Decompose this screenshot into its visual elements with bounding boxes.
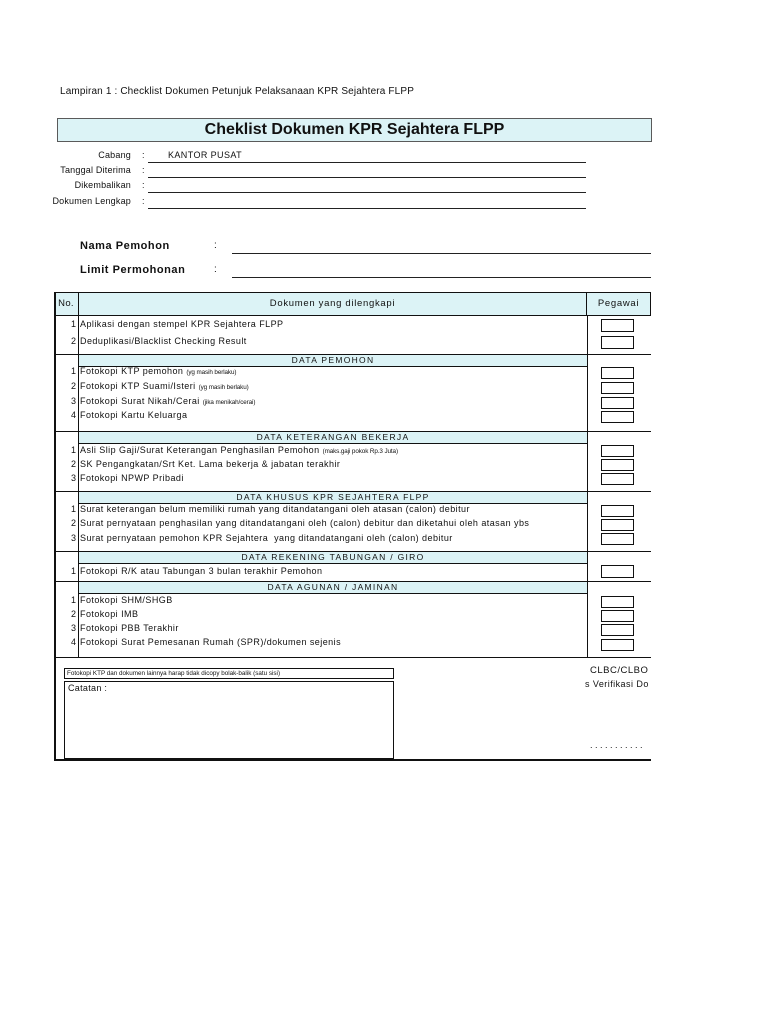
officer-checkbox[interactable] [601,336,634,349]
field-colon: : [142,165,145,175]
checklist-item [54,409,587,421]
item-number: 2 [70,381,76,391]
checklist-item [54,318,587,330]
item-text: Asli Slip Gaji/Surat Keterangan Penghasilan Pemohon [80,445,320,455]
signer-role: CLBC/CLBO [590,665,649,676]
column-divider [587,316,588,657]
field-line-dikembalikan[interactable] [148,192,586,193]
item-text: Fotokopi Kartu Keluarga [80,410,188,420]
item-text: Fotokopi NPWP Pribadi [80,473,184,483]
applicant-label-limit: Limit Permohonan [80,264,186,276]
officer-checkbox[interactable] [601,519,634,531]
checklist-item [54,594,587,606]
officer-checkbox[interactable] [601,445,634,457]
signer-caption: s Verifikasi Do [585,679,649,689]
officer-checkbox[interactable] [601,639,634,651]
item-number: 1 [70,366,76,376]
checklist-item [54,517,587,529]
item-text: Fotokopi PBB Terakhir [80,623,179,633]
table-left-border [54,292,56,761]
checklist-table-header [54,292,651,316]
field-colon: : [142,150,145,160]
field-colon: : [142,196,145,206]
applicant-line-nama[interactable] [232,253,651,254]
item-note: (yg masih berlaku) [186,369,237,376]
checklist-item [54,380,587,392]
item-number: 1 [70,566,76,576]
item-text: Fotokopi SHM/SHGB [80,595,173,605]
item-number: 1 [70,445,76,455]
field-colon: : [142,180,145,190]
item-text: SK Pengangkatan/Srt Ket. Lama bekerja & jabatan terakhir [80,459,341,469]
item-number: 1 [70,595,76,605]
officer-checkbox[interactable] [601,596,634,608]
notes-box[interactable] [64,681,394,759]
checklist-item [54,636,587,648]
officer-checkbox[interactable] [601,505,634,517]
item-number: 1 [70,504,76,514]
checklist-item [54,335,587,347]
field-label-cabang: Cabang [98,150,131,160]
field-label-dokumen-lengkap: Dokumen Lengkap [52,196,131,206]
item-number: 2 [70,336,76,346]
section-heading-agunan: DATA AGUNAN / JAMINAN [78,581,588,594]
item-text: Fotokopi IMB [80,609,139,619]
item-note: (yg masih berlaku) [198,384,249,391]
checklist-item [54,622,587,634]
attachment-note: Lampiran 1 : Checklist Dokumen Petunjuk Pelaksanaan KPR Sejahtera FLPP [60,86,415,97]
item-number: 1 [70,319,76,329]
item-number: 2 [70,609,76,619]
table-bottom-border [54,759,651,761]
checklist-item [54,395,587,407]
checklist-item [54,532,587,544]
item-text: Aplikasi dengan stempel KPR Sejahtera FLPP [80,319,284,329]
section-heading-data-khusus: DATA KHUSUS KPR SEJAHTERA FLPP [78,491,588,504]
item-number: 3 [70,623,76,633]
checklist-item [54,503,587,515]
notes-label: Catatan : [68,683,108,693]
officer-checkbox[interactable] [601,319,634,332]
officer-checkbox[interactable] [601,459,634,471]
applicant-colon: : [214,264,217,275]
checklist-item [54,365,587,377]
field-label-dikembalikan: Dikembalikan [74,180,131,190]
column-header-officer: Pegawai [597,298,640,309]
field-line-dokumen-lengkap[interactable] [148,208,586,209]
officer-checkbox[interactable] [601,473,634,485]
officer-checkbox[interactable] [601,397,634,409]
section-heading-data-pemohon: DATA PEMOHON [78,354,588,367]
field-value-cabang: KANTOR PUSAT [168,150,242,160]
item-number: 2 [70,518,76,528]
field-line-cabang[interactable] [148,162,586,163]
field-line-tanggal-diterima[interactable] [148,177,586,178]
copy-notice: Fotokopi KTP dan dokumen lainnya harap tidak dicopy bolak-balik (satu sisi) [64,668,394,679]
officer-checkbox[interactable] [601,367,634,379]
item-note: (jika menikah/cerai) [202,399,256,406]
item-text: Fotokopi R/K atau Tabungan 3 bulan terakhir Pemohon [80,566,323,576]
item-text: Deduplikasi/Blacklist Checking Result [80,336,247,346]
section-heading-keterangan-bekerja: DATA KETERANGAN BEKERJA [78,431,588,444]
column-header-no: No. [58,298,74,309]
checklist-item [54,444,587,456]
field-label-tanggal-diterima: Tanggal Diterima [60,165,131,175]
officer-checkbox[interactable] [601,382,634,394]
item-note: (maks.gaji pokok Rp.3 Juta) [322,448,398,455]
checklist-item [54,472,587,484]
column-header-document: Dokumen yang dilengkapi [78,293,587,315]
checklist-item [54,565,587,577]
document-title: Cheklist Dokumen KPR Sejahtera FLPP [57,118,652,142]
item-text: Fotokopi Surat Nikah/Cerai [80,396,200,406]
item-number: 2 [70,459,76,469]
item-text: Surat pernyataan pemohon KPR Sejahtera yang ditandatangani oleh (calon) debitur [80,533,453,543]
item-text: Surat keterangan belum memiliki rumah yang ditandatangani oleh atasan (calon) debitur [80,504,470,514]
signature-line: . . . . . . . . . . . [590,740,643,750]
item-text: Fotokopi Surat Pemesanan Rumah (SPR)/dokumen sejenis [80,637,342,647]
section-divider [54,657,651,658]
item-number: 4 [70,410,76,420]
officer-checkbox[interactable] [601,610,634,622]
checklist-item [54,458,587,470]
applicant-colon: : [214,240,217,251]
section-heading-rekening: DATA REKENING TABUNGAN / GIRO [78,551,588,564]
checklist-item [54,608,587,620]
item-text: Surat pernyataan penghasilan yang ditandatangani oleh (calon) debitur dan diketahui oleh atasan ybs [80,518,530,528]
officer-checkbox[interactable] [601,533,634,545]
item-text: Fotokopi KTP Suami/Isteri [80,381,196,391]
item-number: 3 [70,396,76,406]
applicant-label-nama: Nama Pemohon [80,240,170,252]
item-number: 4 [70,637,76,647]
item-number: 3 [70,533,76,543]
officer-checkbox[interactable] [601,411,634,423]
item-number: 3 [70,473,76,483]
officer-checkbox[interactable] [601,565,634,578]
applicant-line-limit[interactable] [232,277,651,278]
officer-checkbox[interactable] [601,624,634,636]
item-text: Fotokopi KTP pemohon [80,366,184,376]
